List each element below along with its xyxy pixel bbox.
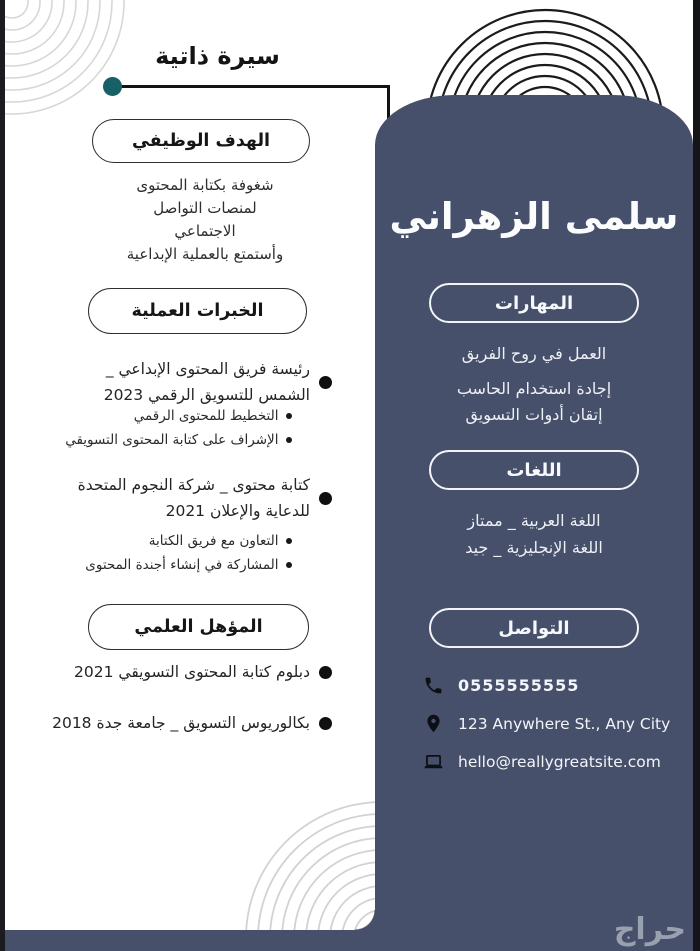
bottom-band bbox=[0, 930, 700, 951]
education-item bbox=[40, 710, 332, 736]
contact-row-address bbox=[423, 713, 693, 734]
experience-item bbox=[40, 472, 332, 524]
address-text: 123 Anywhere St., Any City bbox=[458, 714, 671, 733]
section-header-education: المؤهل العلمي bbox=[88, 604, 309, 650]
bullet-icon bbox=[319, 717, 332, 730]
language-item: اللغة العربية _ ممتاز bbox=[467, 511, 601, 530]
job-title-line: الشمس للتسويق الرقمي 2023 bbox=[103, 386, 310, 404]
job-title-line: رئيسة فريق المحتوى الإبداعي _ bbox=[105, 360, 310, 378]
section-header-skills: المهارات bbox=[429, 283, 639, 323]
language-item: اللغة الإنجليزية _ جيد bbox=[465, 538, 603, 557]
phone-number: 0555555555 bbox=[458, 676, 580, 695]
contact-row-email bbox=[423, 751, 693, 772]
person-name: سلمى الزهراني bbox=[389, 195, 679, 238]
skill-item: إتقان أدوات التسويق bbox=[465, 405, 603, 424]
languages-list bbox=[465, 507, 603, 561]
accent-dot bbox=[103, 77, 122, 96]
skill-item: العمل في روح الفريق bbox=[461, 344, 607, 363]
experience-details bbox=[52, 529, 292, 577]
document-title: سيرة ذاتية bbox=[155, 42, 280, 70]
objective-line: الاجتماعي bbox=[174, 222, 236, 240]
location-pin-icon bbox=[423, 713, 444, 734]
job-title-line: كتابة محتوى _ شركة النجوم المتحدة bbox=[77, 476, 310, 494]
experience-details bbox=[52, 404, 292, 452]
objective-line: شغوفة بكتابة المحتوى bbox=[136, 176, 274, 194]
sub-bullet-icon bbox=[286, 538, 293, 545]
job-title-line: للدعاية والإعلان 2021 bbox=[165, 502, 310, 520]
section-header-experience: الخبرات العملية bbox=[88, 288, 307, 334]
section-header-objective: الهدف الوظيفي bbox=[92, 119, 310, 163]
bullet-icon bbox=[319, 492, 332, 505]
job-detail: المشاركة في إنشاء أجندة المحتوى bbox=[85, 557, 279, 573]
job-detail: التعاون مع فريق الكتابة bbox=[148, 533, 279, 549]
section-header-contact: التواصل bbox=[429, 608, 639, 648]
skill-item: إجادة استخدام الحاسب bbox=[456, 379, 612, 398]
section-header-languages: اللغات bbox=[429, 450, 639, 490]
bullet-icon bbox=[319, 376, 332, 389]
photo-edge-right bbox=[693, 0, 700, 951]
bullet-icon bbox=[319, 666, 332, 679]
education-text: دبلوم كتابة المحتوى التسويقي 2021 bbox=[74, 663, 310, 681]
experience-item bbox=[40, 356, 332, 408]
job-detail: الإشراف على كتابة المحتوى التسويقي bbox=[65, 432, 279, 448]
connector-line-horizontal bbox=[112, 85, 390, 88]
phone-icon bbox=[423, 675, 444, 696]
contact-row-phone bbox=[423, 675, 693, 696]
objective-text bbox=[50, 174, 360, 266]
skills-list bbox=[457, 376, 611, 428]
objective-line: لمنصات التواصل bbox=[153, 199, 257, 217]
education-text: بكالوريوس التسويق _ جامعة جدة 2018 bbox=[52, 714, 310, 732]
sub-bullet-icon bbox=[286, 437, 293, 444]
objective-line: وأستمتع بالعملية الإبداعية bbox=[126, 245, 284, 263]
sub-bullet-icon bbox=[286, 413, 293, 420]
email-text: hello@reallygreatsite.com bbox=[458, 752, 661, 771]
job-detail: التخطيط للمحتوى الرقمي bbox=[133, 408, 279, 424]
contact-list bbox=[375, 675, 693, 789]
panel-bottom-fillet bbox=[355, 910, 375, 930]
watermark-logo: حراج bbox=[613, 912, 686, 947]
sidebar-panel bbox=[375, 95, 693, 951]
photo-edge-left bbox=[0, 0, 5, 951]
laptop-icon bbox=[423, 751, 444, 772]
sub-bullet-icon bbox=[286, 562, 293, 569]
education-item bbox=[40, 659, 332, 685]
